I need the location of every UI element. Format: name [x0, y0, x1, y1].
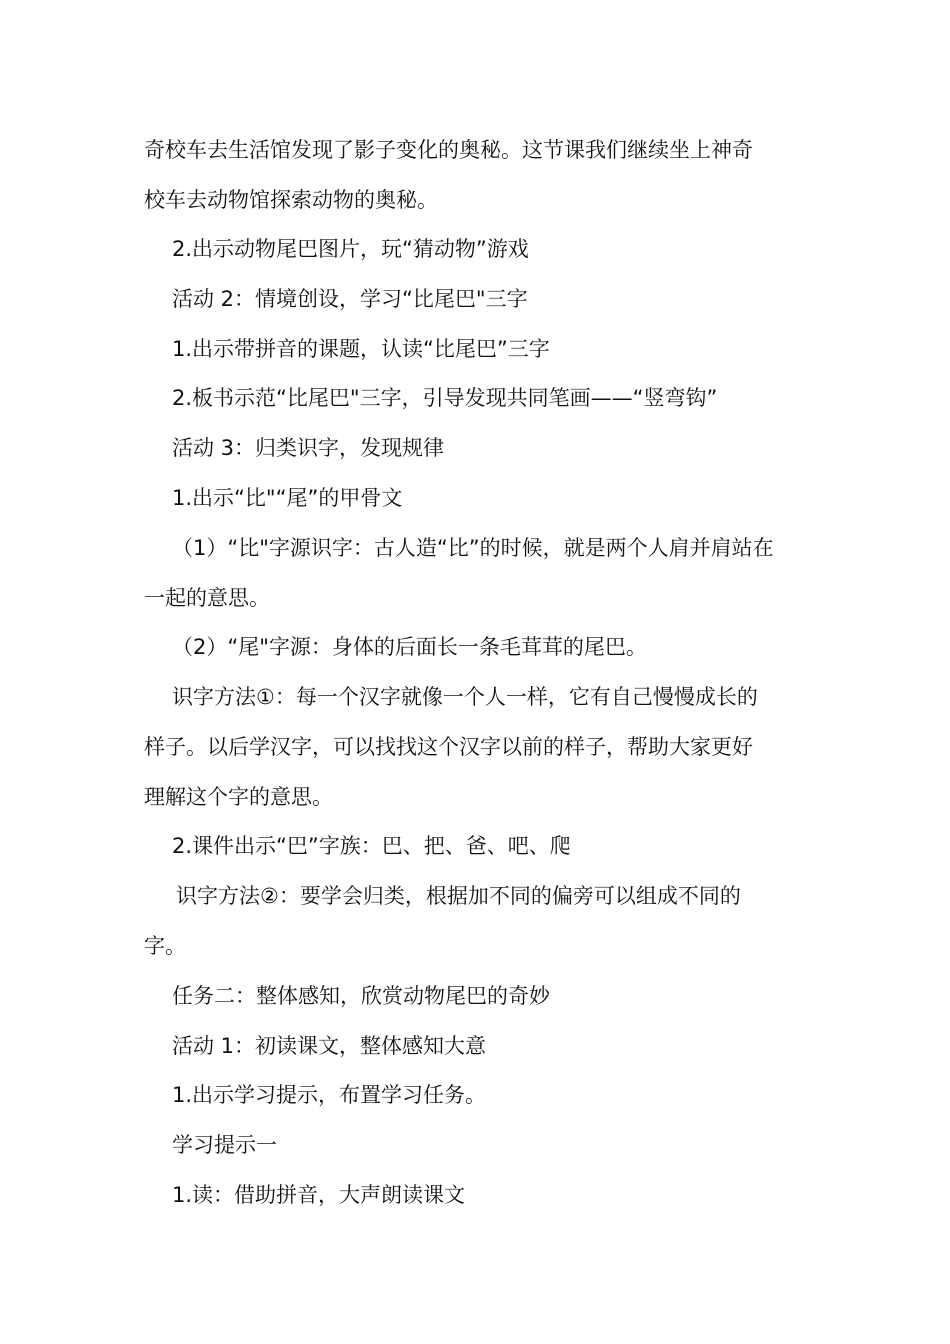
text-line-10: 一起的意思。 — [144, 586, 270, 610]
text-line-16: 识字方法②：要学会归类，根据加不同的偏旁可以组成不同的 — [176, 884, 741, 908]
text-line-8: 1.出示“比"“尾”的甲骨文 — [172, 486, 403, 510]
text-line-20: 1.出示学习提示，布置学习任务。 — [172, 1083, 487, 1107]
text-line-7: 活动 3：归类识字，发现规律 — [172, 436, 445, 460]
text-line-6: 2.板书示范“比尾巴"三字，引导发现共同笔画——“竖弯钩” — [172, 386, 718, 410]
text-line-11: （2）“尾"字源：身体的后面长一条毛茸茸的尾巴。 — [172, 635, 647, 659]
text-line-4: 活动 2：情境创设，学习“比尾巴"三字 — [172, 287, 528, 311]
text-line-22: 1.读：借助拼音，大声朗读课文 — [172, 1183, 466, 1207]
text-line-3: 2.出示动物尾巴图片，玩“猜动物”游戏 — [172, 237, 529, 261]
text-line-17: 字。 — [144, 934, 186, 958]
text-line-2: 校车去动物馆探索动物的奥秘。 — [144, 188, 438, 212]
text-line-14: 理解这个字的意思。 — [144, 785, 333, 809]
text-line-15: 2.课件出示“巴”字族：巴、把、爸、吧、爬 — [172, 834, 571, 858]
text-line-9: （1）“比"字源识字：古人造“比”的时候，就是两个人肩并肩站在 — [172, 536, 774, 560]
text-line-19: 活动 1：初读课文，整体感知大意 — [172, 1034, 487, 1058]
text-line-13: 样子。以后学汉字，可以找找这个汉字以前的样子，帮助大家更好 — [144, 735, 753, 759]
text-line-18: 任务二：整体感知，欣赏动物尾巴的奇妙 — [172, 984, 550, 1008]
text-line-5: 1.出示带拼音的课题，认读“比尾巴”三字 — [172, 337, 550, 361]
text-line-21: 学习提示一 — [172, 1133, 277, 1157]
text-line-12: 识字方法①：每一个汉字就像一个人一样，它有自己慢慢成长的 — [172, 685, 758, 709]
text-line-1: 奇校车去生活馆发现了影子变化的奥秘。这节课我们继续坐上神奇 — [144, 138, 753, 162]
